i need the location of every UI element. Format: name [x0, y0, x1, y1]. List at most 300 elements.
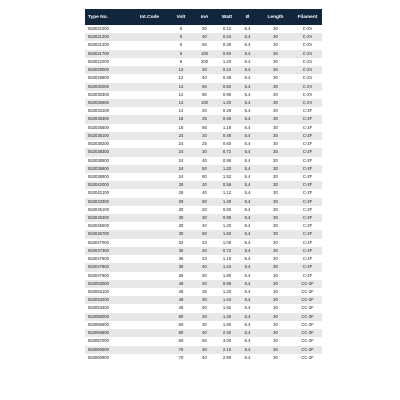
cell-length: 30: [273, 26, 278, 31]
cell-ma: 40: [202, 157, 207, 163]
cell-watt: 0.24: [222, 34, 232, 40]
cell-watt: 0.60: [222, 206, 232, 212]
cell-watt: 1.20: [222, 289, 232, 294]
cell-length: 30: [273, 108, 278, 114]
cell-int-code: [129, 239, 170, 247]
cell-ma: 20: [202, 132, 207, 138]
cell-ma: 33: [202, 239, 207, 245]
cell-length: 30: [273, 239, 278, 245]
cell-filament: C-2V: [302, 99, 313, 105]
cell-length: 30: [273, 305, 278, 311]
cell-type-no: 553053400: [88, 305, 109, 311]
cell-filament: C-2F: [302, 182, 313, 188]
cell-length: 30: [273, 354, 278, 360]
cell-diameter: 5.4: [244, 338, 251, 344]
cell-diameter: 5.4: [244, 83, 251, 89]
header-type-no: Type No.: [88, 14, 108, 20]
cell-diameter: 5.4: [244, 58, 251, 64]
cell-ma: 50: [202, 42, 207, 48]
table-row: [85, 33, 322, 41]
cell-volt: 30: [178, 223, 184, 229]
cell-diameter: 5.4: [244, 223, 251, 229]
cell-volt: 24: [178, 173, 184, 179]
cell-diameter: 5.4: [244, 264, 251, 270]
cell-filament: CC-2F: [301, 330, 314, 336]
cell-int-code: [129, 181, 170, 189]
table-row: [85, 25, 322, 33]
cell-int-code: [129, 214, 170, 222]
table-row: [85, 346, 322, 354]
cell-volt: 12: [178, 67, 184, 73]
cell-filament: C-2F: [302, 132, 313, 138]
cell-watt: 0.48: [222, 132, 232, 138]
cell-watt: 1.20: [222, 223, 232, 229]
cell-watt: 0.56: [222, 182, 232, 188]
cell-type-no: 553060500: [88, 346, 109, 352]
cell-watt: 0.72: [222, 247, 232, 253]
cell-ma: 25: [202, 141, 207, 147]
cell-length: 30: [273, 83, 278, 89]
cell-filament: C-2F: [302, 173, 313, 179]
cell-length: 30: [273, 42, 278, 48]
cell-int-code: [129, 74, 170, 82]
cell-filament: CC-2F: [301, 313, 314, 319]
cell-filament: C-2F: [302, 256, 313, 262]
cell-filament: C-2F: [302, 108, 313, 114]
cell-filament: C-2F: [302, 264, 313, 270]
cell-filament: C-2V: [302, 50, 313, 56]
table-row: [85, 288, 322, 296]
table-row: [85, 41, 322, 49]
cell-diameter: 5.4: [244, 354, 251, 360]
cell-volt: 18: [178, 116, 184, 122]
cell-watt: 1.19: [222, 256, 232, 262]
cell-type-no: 553045500: [88, 223, 109, 229]
cell-diameter: 5.4: [244, 313, 251, 319]
table-row: [85, 272, 322, 280]
table-row: [85, 198, 322, 206]
cell-int-code: [129, 25, 170, 33]
table-row: [85, 247, 322, 255]
cell-volt: 24: [178, 165, 184, 171]
cell-filament: C-2V: [302, 58, 313, 64]
cell-volt: 12: [178, 91, 184, 97]
table-row: [85, 189, 322, 197]
cell-ma: 25: [202, 116, 207, 122]
table-row: [85, 124, 322, 132]
cell-length: 30: [273, 313, 278, 319]
cell-int-code: [129, 99, 170, 107]
table-row: [85, 255, 322, 263]
cell-length: 30: [273, 198, 278, 204]
cell-int-code: [129, 329, 170, 337]
cell-length: 30: [273, 182, 278, 188]
table-row: [85, 74, 322, 82]
cell-diameter: 5.4: [244, 321, 251, 327]
cell-volt: 48: [178, 305, 184, 311]
cell-diameter: 5.4: [244, 91, 251, 97]
table-row: [85, 140, 322, 148]
cell-ma: 20: [202, 206, 207, 212]
cell-type-no: 553047900: [88, 272, 109, 278]
cell-type-no: 553053100: [88, 289, 109, 294]
table-row: [85, 99, 322, 107]
cell-int-code: [129, 206, 170, 214]
cell-type-no: 553021700: [88, 50, 109, 56]
cell-length: 30: [273, 264, 278, 270]
cell-volt: 60: [178, 321, 184, 327]
table-row: [85, 304, 322, 312]
cell-volt: 30: [178, 215, 184, 221]
cell-ma: 20: [202, 26, 207, 31]
cell-watt: 1.92: [222, 305, 232, 311]
cell-ma: 50: [202, 231, 207, 237]
cell-filament: CC-2F: [301, 321, 314, 327]
cell-volt: 36: [178, 272, 184, 278]
cell-int-code: [129, 272, 170, 280]
cell-ma: 40: [202, 223, 207, 229]
cell-ma: 40: [202, 354, 207, 360]
table-row: [85, 230, 322, 238]
cell-int-code: [129, 255, 170, 263]
cell-ma: 50: [202, 198, 207, 204]
cell-ma: 30: [202, 346, 207, 352]
cell-int-code: [129, 247, 170, 255]
cell-volt: 12: [178, 75, 184, 81]
cell-volt: 30: [178, 206, 184, 212]
table-row: [85, 206, 322, 214]
cell-length: 30: [273, 215, 278, 221]
cell-diameter: 5.4: [244, 173, 251, 179]
cell-ma: 20: [202, 108, 207, 114]
table-row: [85, 173, 322, 181]
table-row: [85, 165, 322, 173]
cell-volt: 28: [178, 198, 184, 204]
cell-type-no: 553056800: [88, 330, 109, 336]
cell-watt: 1.06: [222, 239, 232, 245]
cell-ma: 40: [202, 75, 207, 81]
cell-diameter: 5.4: [244, 67, 251, 73]
table-row: [85, 157, 322, 165]
cell-length: 30: [273, 124, 278, 130]
cell-int-code: [129, 83, 170, 91]
cell-ma: 20: [202, 313, 207, 319]
cell-type-no: 553053000: [88, 280, 109, 286]
header-filament: Filament: [297, 14, 318, 20]
cell-type-no: 553029000: [88, 67, 109, 73]
cell-watt: 0.96: [222, 91, 232, 97]
cell-int-code: [129, 50, 170, 58]
cell-volt: 30: [178, 231, 184, 237]
cell-watt: 1.20: [222, 165, 232, 171]
cell-length: 30: [273, 132, 278, 138]
cell-ma: 20: [202, 182, 207, 188]
cell-type-no: 553047600: [88, 256, 109, 262]
cell-length: 30: [273, 321, 278, 327]
table-row: [85, 91, 322, 99]
cell-ma: 50: [202, 338, 207, 344]
table-row: [85, 107, 322, 115]
cell-filament: C-2F: [302, 157, 313, 163]
cell-ma: 40: [202, 34, 207, 40]
table-row: [85, 132, 322, 140]
cell-volt: 18: [178, 124, 184, 130]
cell-ma: 50: [202, 83, 207, 89]
cell-watt: 0.60: [222, 141, 232, 147]
cell-volt: 70: [178, 354, 184, 360]
cell-watt: 0.96: [222, 157, 232, 163]
cell-volt: 48: [178, 280, 184, 286]
table-row: [85, 222, 322, 230]
cell-int-code: [129, 66, 170, 74]
cell-length: 30: [273, 149, 278, 155]
cell-ma: 25: [202, 289, 207, 294]
cell-watt: 1.44: [222, 297, 232, 303]
cell-int-code: [129, 288, 170, 296]
table-row: [85, 280, 322, 288]
cell-diameter: 5.4: [244, 99, 251, 105]
cell-watt: 0.96: [222, 280, 232, 286]
cell-volt: 6: [179, 26, 183, 31]
cell-length: 30: [273, 280, 278, 286]
cell-type-no: 553057000: [88, 338, 109, 344]
cell-diameter: 5.4: [244, 247, 251, 253]
cell-type-no: 553053200: [88, 297, 109, 303]
cell-length: 30: [273, 157, 278, 163]
table-row: [85, 321, 322, 329]
cell-diameter: 5.4: [244, 42, 251, 48]
cell-diameter: 5.4: [244, 190, 251, 196]
cell-ma: 30: [202, 321, 207, 327]
cell-diameter: 5.4: [244, 182, 251, 188]
cell-volt: 6: [179, 50, 183, 56]
cell-ma: 50: [202, 165, 207, 171]
header-int-code: Int.Code: [139, 14, 160, 20]
cell-diameter: 5.4: [244, 272, 251, 278]
cell-type-no: 553035300: [88, 116, 109, 122]
cell-length: 30: [273, 256, 278, 262]
cell-length: 30: [273, 116, 278, 122]
cell-type-no: 553035600: [88, 124, 109, 130]
cell-filament: C-2F: [302, 149, 313, 155]
cell-watt: 1.80: [222, 272, 232, 278]
cell-length: 30: [273, 206, 278, 212]
cell-volt: 24: [178, 141, 184, 147]
cell-ma: 100: [201, 99, 208, 105]
cell-int-code: [129, 41, 170, 49]
table-body: [85, 25, 322, 362]
cell-int-code: [129, 115, 170, 123]
cell-int-code: [129, 132, 170, 140]
cell-length: 30: [273, 330, 278, 336]
cell-ma: 20: [202, 280, 207, 286]
cell-diameter: 5.4: [244, 256, 251, 262]
cell-length: 30: [273, 91, 278, 97]
cell-filament: C-2F: [302, 239, 313, 245]
cell-type-no: 553047800: [88, 264, 109, 270]
cell-length: 30: [273, 231, 278, 237]
header-ma: mA: [200, 14, 209, 20]
cell-int-code: [129, 263, 170, 271]
cell-int-code: [129, 354, 170, 362]
cell-length: 30: [273, 338, 278, 344]
table-row: [85, 66, 322, 74]
cell-filament: C-2V: [302, 75, 313, 81]
cell-length: 30: [273, 58, 278, 64]
cell-type-no: 553038200: [88, 141, 109, 147]
cell-volt: 12: [178, 83, 184, 89]
cell-length: 30: [273, 141, 278, 147]
cell-watt: 1.40: [222, 198, 232, 204]
cell-ma: 30: [202, 297, 207, 303]
cell-type-no: 553030000: [88, 83, 109, 89]
cell-watt: 1.80: [222, 321, 232, 327]
cell-ma: 80: [202, 173, 207, 179]
cell-type-no: 553056000: [88, 313, 109, 319]
cell-watt: 0.48: [222, 75, 232, 81]
cell-diameter: 5.4: [244, 297, 251, 303]
cell-diameter: 5.4: [244, 34, 251, 40]
cell-type-no: 553021000: [88, 26, 109, 31]
cell-filament: C-2F: [302, 223, 313, 229]
cell-diameter: 5.4: [244, 165, 251, 171]
cell-watt: 1.50: [222, 231, 232, 237]
cell-length: 30: [273, 50, 278, 56]
cell-volt: 32: [178, 239, 184, 245]
cell-length: 30: [273, 272, 278, 278]
cell-watt: 1.44: [222, 264, 232, 270]
cell-type-no: 553056600: [88, 321, 109, 327]
cell-type-no: 553045700: [88, 231, 109, 237]
cell-length: 30: [273, 289, 278, 294]
cell-type-no: 553022200: [88, 58, 109, 64]
cell-ma: 40: [202, 305, 207, 311]
cell-ma: 66: [202, 124, 207, 130]
table-row: [85, 313, 322, 321]
cell-diameter: 5.4: [244, 26, 251, 31]
cell-watt: 0.45: [222, 116, 232, 122]
cell-diameter: 5.4: [244, 239, 251, 245]
header-row: [85, 9, 322, 25]
cell-watt: 1.12: [222, 190, 232, 196]
cell-watt: 1.20: [222, 99, 232, 105]
cell-filament: C-2F: [302, 190, 313, 196]
cell-type-no: 553021200: [88, 34, 109, 40]
cell-watt: 1.19: [222, 124, 232, 130]
cell-ma: 30: [202, 215, 207, 221]
cell-watt: 0.90: [222, 215, 232, 221]
cell-int-code: [129, 33, 170, 41]
cell-watt: 0.28: [222, 108, 232, 114]
header-length: Length: [267, 14, 284, 20]
cell-diameter: 5.4: [244, 305, 251, 311]
cell-type-no: 553029600: [88, 75, 109, 81]
cell-length: 30: [273, 247, 278, 253]
cell-filament: C-2V: [302, 26, 313, 31]
cell-length: 30: [273, 34, 278, 40]
cell-type-no: 553038300: [88, 149, 109, 155]
cell-diameter: 5.4: [244, 289, 251, 294]
table-row: [85, 148, 322, 156]
cell-int-code: [129, 321, 170, 329]
cell-type-no: 553042000: [88, 182, 109, 188]
cell-volt: 60: [178, 330, 184, 336]
cell-diameter: 5.4: [244, 149, 251, 155]
cell-filament: C-2V: [302, 34, 313, 40]
cell-int-code: [129, 304, 170, 312]
cell-type-no: 553047300: [88, 247, 109, 253]
cell-type-no: 553043300: [88, 198, 109, 204]
lamp-spec-table: [85, 9, 322, 362]
cell-ma: 30: [202, 149, 207, 155]
cell-filament: CC-2F: [301, 305, 314, 311]
cell-watt: 0.60: [222, 83, 232, 89]
cell-filament: C-2V: [302, 91, 313, 97]
cell-int-code: [129, 140, 170, 148]
cell-watt: 0.12: [222, 26, 232, 31]
header-diameter: Ø: [245, 14, 250, 20]
cell-diameter: 5.4: [244, 50, 251, 56]
cell-filament: C-2F: [302, 198, 313, 204]
cell-ma: 200: [201, 58, 208, 64]
cell-watt: 1.92: [222, 173, 232, 179]
cell-volt: 48: [178, 289, 184, 294]
cell-length: 30: [273, 75, 278, 81]
cell-filament: C-2V: [302, 42, 313, 48]
cell-length: 30: [273, 297, 278, 303]
cell-filament: C-2V: [302, 83, 313, 89]
cell-volt: 12: [178, 99, 184, 105]
cell-ma: 20: [202, 247, 207, 253]
cell-int-code: [129, 280, 170, 288]
cell-diameter: 5.4: [244, 141, 251, 147]
cell-volt: 60: [178, 338, 184, 344]
cell-watt: 0.30: [222, 42, 232, 48]
cell-filament: C-2F: [302, 272, 313, 278]
cell-length: 30: [273, 173, 278, 179]
cell-filament: C-2F: [302, 247, 313, 253]
cell-type-no: 553045300: [88, 215, 109, 221]
cell-length: 30: [273, 99, 278, 105]
cell-volt: 6: [179, 42, 183, 48]
cell-volt: 48: [178, 297, 184, 303]
cell-type-no: 553038500: [88, 157, 109, 163]
cell-type-no: 553033100: [88, 108, 109, 114]
cell-watt: 1.20: [222, 313, 232, 319]
cell-watt: 2.40: [222, 330, 232, 336]
cell-volt: 36: [178, 247, 184, 253]
cell-ma: 20: [202, 67, 207, 73]
table-row: [85, 354, 322, 362]
table-row: [85, 115, 322, 123]
cell-filament: C-2F: [302, 206, 313, 212]
cell-int-code: [129, 189, 170, 197]
cell-int-code: [129, 230, 170, 238]
cell-diameter: 5.4: [244, 330, 251, 336]
cell-int-code: [129, 148, 170, 156]
cell-filament: C-2F: [302, 124, 313, 130]
cell-int-code: [129, 173, 170, 181]
cell-volt: 28: [178, 182, 184, 188]
cell-diameter: 5.4: [244, 198, 251, 204]
cell-filament: CC-2F: [301, 346, 314, 352]
cell-filament: CC-2F: [301, 280, 314, 286]
cell-ma: 40: [202, 190, 207, 196]
cell-diameter: 5.4: [244, 215, 251, 221]
cell-volt: 70: [178, 346, 184, 352]
cell-length: 30: [273, 190, 278, 196]
cell-int-code: [129, 91, 170, 99]
